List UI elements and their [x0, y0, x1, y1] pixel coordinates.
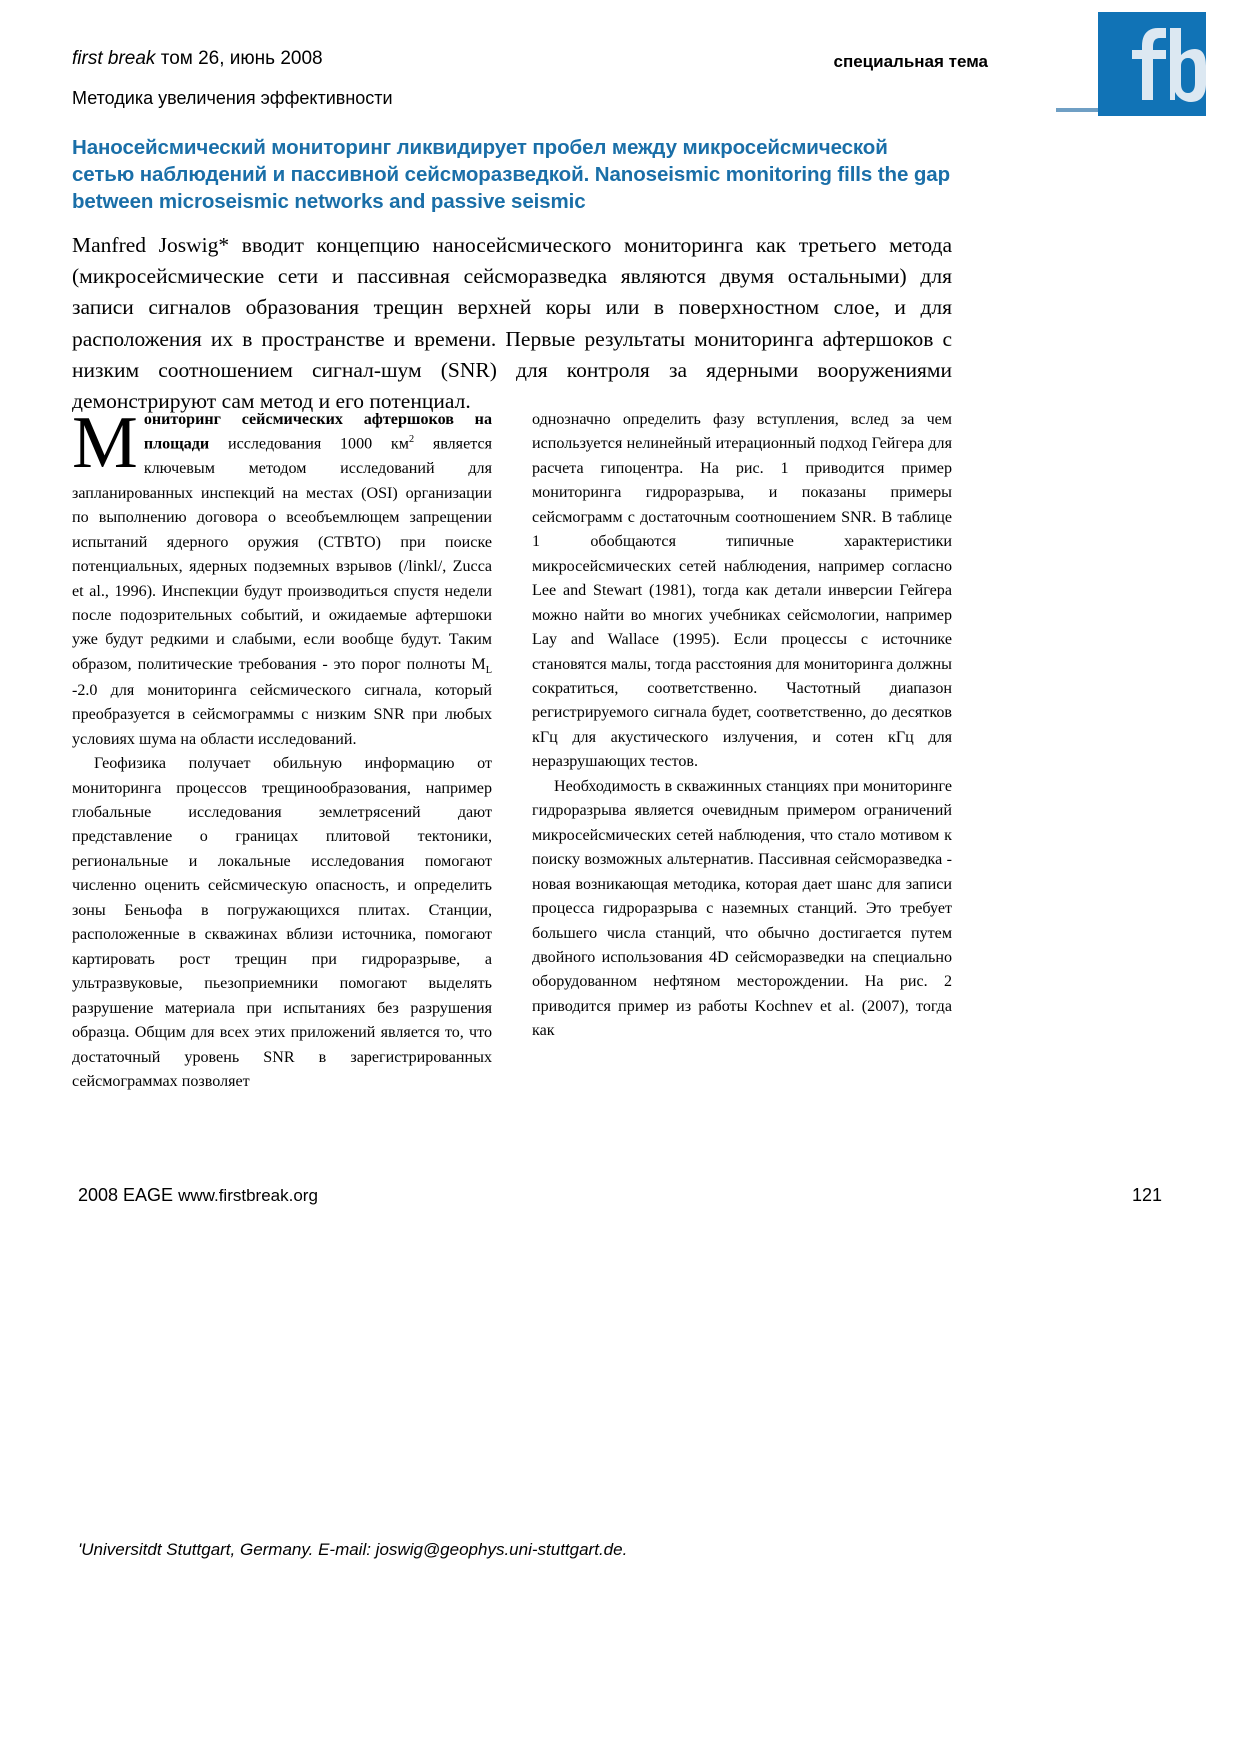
left-paragraph-1 [72, 402, 492, 752]
firstbreak-logo [1098, 12, 1206, 116]
website-url[interactable]: www.firstbreak.org [178, 1186, 318, 1205]
logo-underline-rule [1056, 108, 1098, 112]
fb-logo-glyph [1098, 12, 1206, 116]
para1-text-b: является ключевым методом исследований для запланированных инспекций на местах (OSI) организации по выполнению договора о всеобъемлющем запрещении испытаний ядерного оружия (СТВТО) при поиске потенциальных, ядерных подземных взрывов (/linkl/, Zucca et al., 1996). Инспекции будут производиться спустя недели после подозрительных событий, и ожидаемые афтершоки уже будут редкими и слабыми, если вообще будут. Таким образом, политические требования - это порог полноты M [72, 435, 492, 673]
issue-info: том 26, июнь 2008 [160, 48, 323, 69]
para1-text-c: -2.0 для мониторинга сейсмического сигнала, который преобразуется в сейсмограммы с низким SNR при любых условиях шума на области исследований. [72, 681, 492, 748]
publication-name: first break [72, 48, 156, 69]
article-abstract: Manfred Joswig* вводит концепцию наносейсмического мониторинга как третьего метода (микросейсмические сети и пассивная сейсморазведка являются двумя остальными) для записи сигналов образования трещин верхней коры или в поверхностном слое, и для расположения их в пространстве и времени. Первые результаты мониторинга афтершоков с низким соотношением сигнал-шум (SNR) для контроля за ядерными вооружениями демонстрируют сам метод и его потенциал. [72, 233, 952, 413]
left-column [72, 402, 492, 1094]
footer-copyright [78, 1185, 318, 1206]
author-footnote: ʹUniversitdt Stuttgart, Germany. E-mail: joswig@geophys.uni-stuttgart.de. [78, 1540, 628, 1559]
right-paragraph-1: однозначно определить фазу вступления, вслед за чем используется нелинейный итерационный подход Гейгера для расчета гипоцентра. На рис. 1 приводится пример мониторинга гидроразрыва, и показаны примеры сейсмограмм с достаточным соотношением SNR. В таблице 1 обобщаются типичные характеристики микросейсмических сетей наблюдения, например согласно Lee and Stewart (1981), тогда как детали инверсии Гейгера можно найти во многих учебниках сейсмологии, например Lay and Wallace (1995). Если процессы с источнике становятся малы, тогда расстояния для мониторинга должны сократиться, соответственно. Частотный диапазон регистрируемого сигнала будет, соответственно, до десятков кГц для акустического излучения, и сотен кГц для неразрушающих тестов. [532, 411, 952, 771]
page-kicker: Методика увеличения эффективности [72, 88, 393, 108]
para1-text-a: исследования 1000 км [227, 435, 409, 453]
right-column [532, 408, 952, 1094]
body-columns [72, 402, 952, 1094]
right-paragraph-2: Необходимость в скважинных станциях при мониторинге гидроразрыва является очевидным примером ограничений микросейсмических сетей наблюдения, что стало мотивом к поиску возможных альтернатив. Пассивная сейсморазведка - новая возникающая методика, которая дает шанс для записи процесса гидроразрыва с наземных станций. Это требует большего числа станций, что обычно достигается путем двойного использования 4D сейсморазведки на специально оборудованном нефтяном месторождении. На рис. 2 приводится пример из работы Kochnev et al. (2007), тогда как [532, 777, 952, 1040]
ml-subscript: L [485, 665, 492, 677]
left-paragraph-2: Геофизика получает обильную информацию от мониторинга процессов трещинообразования, например глобальные исследования землетрясений дают представление о границах плитовой тектоники, региональные и локальные исследования помогают численно оценить сейсмическую опасность, и определить зоны Беньофа в погружающихся плитах. Станции, расположенные в скважинах вблизи источника, помогают картировать рост трещин при гидроразрыве, а ультразвуковые, пьезоприемники помогают выделять разрушение материала при испытаниях без разрушения образца. Общим для всех этих приложений является то, что достаточный уровень SNR в зарегистрированных сейсмограммах позволяет [72, 755, 492, 1090]
page-number: 121 [1131, 1185, 1162, 1205]
section-tag: специальная тема [833, 52, 988, 71]
drop-cap: М [72, 402, 138, 484]
lead-line: ониторинг сейсмических афтершоков на площади [143, 411, 492, 453]
km-superscript: 2 [408, 434, 415, 446]
masthead [72, 48, 323, 70]
article-headline: Наносейсмический мониторинг ликвидирует пробел между микросейсмической сетью наблюдений и пассивной сейсморазведкой. Nanoseismic monitoring fills the gap between microseismic networks and passive seismic [72, 136, 950, 214]
copyright-text: 2008 EAGE [78, 1185, 174, 1205]
